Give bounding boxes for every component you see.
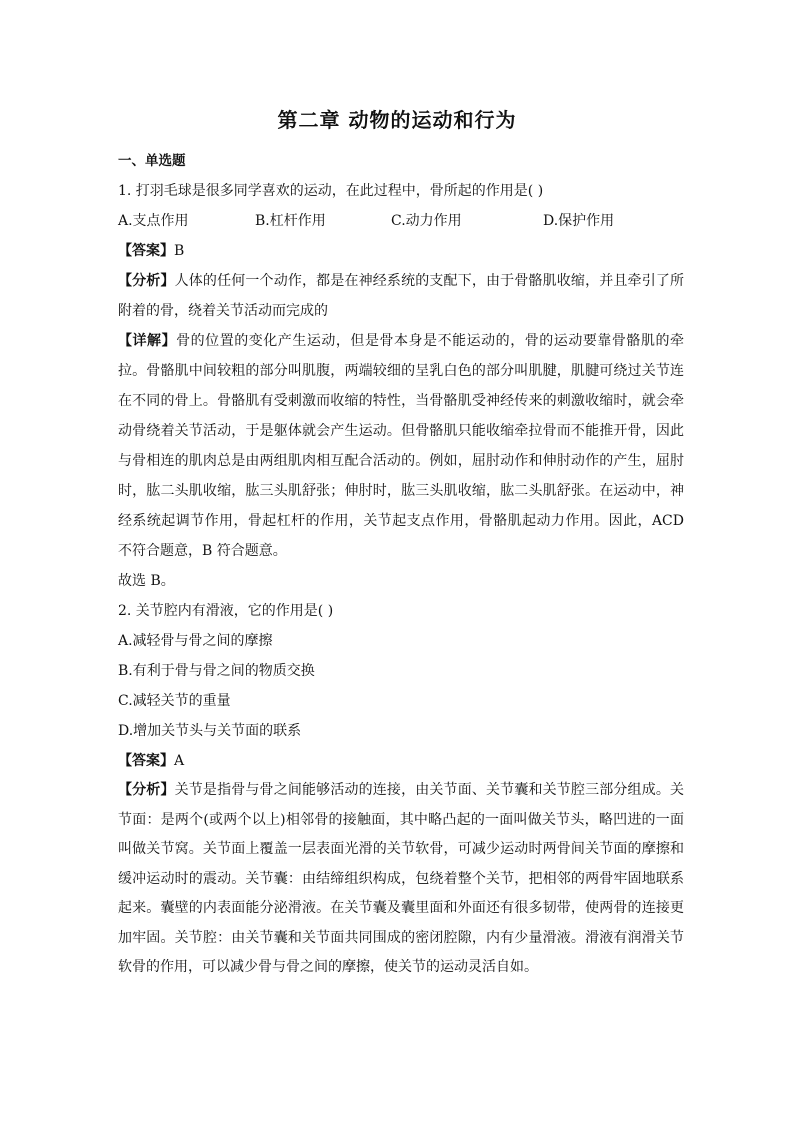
page-title: 第二章 动物的运动和行为	[277, 108, 517, 132]
answer-value: A	[174, 753, 185, 769]
question-1-options	[118, 206, 684, 236]
detail-tag: 【详解】	[118, 333, 177, 349]
question-1-conclusion: 故选 B。	[118, 573, 175, 589]
question-1-analysis	[118, 266, 684, 326]
question-1-detail	[118, 326, 684, 566]
section-heading: 一、单选题	[118, 153, 186, 169]
answer-tag: 【答案】	[118, 753, 174, 769]
question-content	[118, 146, 684, 983]
question-2-option-d: D.增加关节头与关节面的联系	[118, 723, 302, 739]
question-2-analysis	[118, 776, 684, 983]
question-1-option-c: C.动力作用	[391, 213, 462, 229]
analysis-text: 关节是指骨与骨之间能够活动的连接，由关节面、关节囊和关节腔三部分组成。关节面：是两个(或两个以上)相邻骨的接触面，其中略凸起的一面叫做关节头，略凹进的一面叫做关节窝。关节面上覆盖一层表面光滑的关节软骨，可减少运动时两骨间关节面的摩擦和缓冲运动时的震动。关节囊：由结缔组织构成，包绕着整个关节，把相邻的两骨牢固地联系起来。囊壁的内表面能分泌滑液。在关节囊及囊里面和外面还有很多韧带，使两骨的连接更加牢固。关节腔：由关节囊和关节面共同围成的密闭腔隙，内有少量滑液。滑液有润滑关节软骨的作用，可以减少骨与骨之间的摩擦，使关节的运动灵活自如。	[118, 782, 685, 975]
detail-text: 骨的位置的变化产生运动，但是骨本身是不能运动的，骨的运动要靠骨骼肌的牵拉。骨骼肌中间较粗的部分叫肌腹，两端较细的呈乳白色的部分叫肌腱，肌腱可绕过关节连在不同的骨上。骨骼肌有受刺激而收缩的特性，当骨骼肌受神经传来的刺激收缩时，就会牵动骨绕着关节活动，于是躯体就会产生运动。但骨骼肌只能收缩牵拉骨而不能推开骨，因此与骨相连的肌肉总是由两组肌肉相互配合活动的。例如，屈肘动作和伸肘动作的产生，屈肘时，肱二头肌收缩，肱三头肌舒张；伸肘时，肱三头肌收缩，肱二头肌舒张。在运动中，神经系统起调节作用，骨起杠杆的作用，关节起支点作用，骨骼肌起动力作用。因此，ACD 不符合题意，B 符合题意。	[118, 333, 685, 559]
question-1-option-a: A.支点作用	[118, 213, 189, 229]
question-2-stem: 2. 关节腔内有滑液，它的作用是( )	[118, 603, 334, 619]
question-2-option-a: A.减轻骨与骨之间的摩擦	[118, 633, 273, 649]
answer-tag: 【答案】	[118, 243, 174, 259]
analysis-tag: 【分析】	[118, 782, 175, 798]
answer-value: B	[174, 243, 185, 259]
question-1-answer	[118, 236, 684, 266]
analysis-text: 人体的任何一个动作，都是在神经系统的支配下，由于骨骼肌收缩，并且牵引了所附着的骨，绕着关节活动而完成的	[118, 273, 685, 319]
question-2-option-c: C.减轻关节的重量	[118, 693, 231, 709]
question-2-option-b: B.有利于骨与骨之间的物质交换	[118, 663, 315, 679]
question-1-option-d: D.保护作用	[543, 213, 615, 229]
question-1-stem: 1. 打羽毛球是很多同学喜欢的运动，在此过程中，骨所起的作用是( )	[118, 183, 544, 199]
question-2-answer	[118, 746, 684, 776]
analysis-tag: 【分析】	[118, 273, 175, 289]
question-1-option-b: B.杠杆作用	[255, 213, 326, 229]
